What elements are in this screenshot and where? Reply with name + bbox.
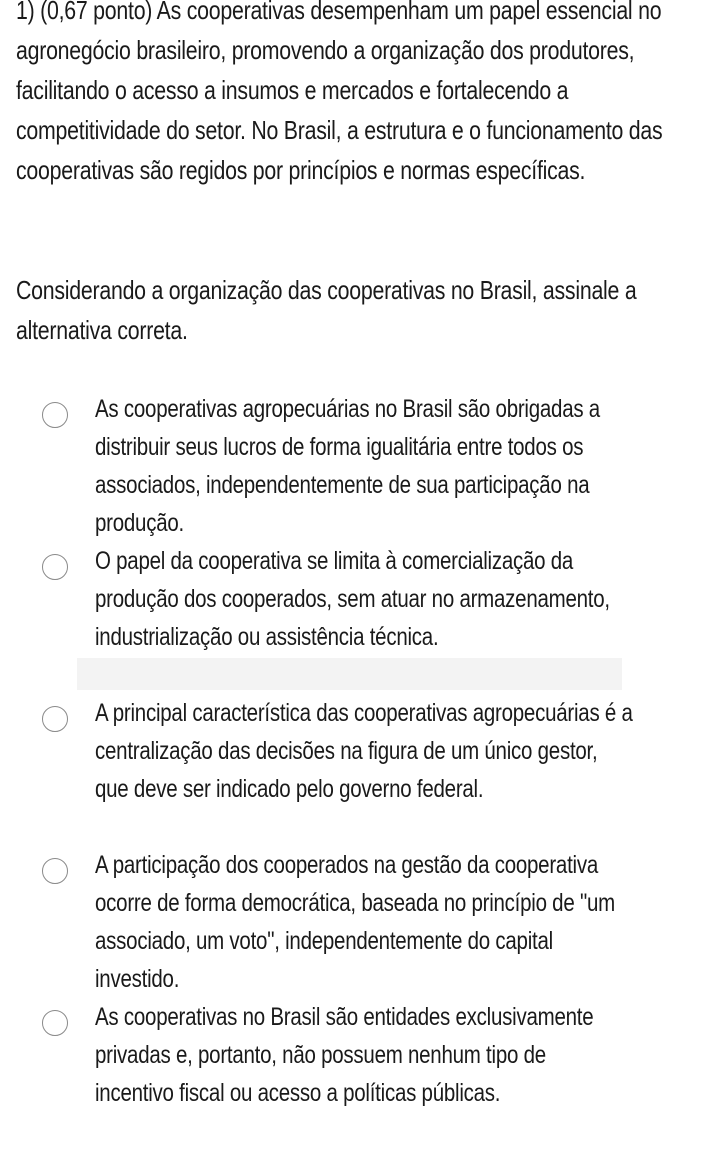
option-e-radio[interactable]: [42, 1010, 68, 1036]
option-b-label: O papel da cooperativa se limita à comercialização da produção dos cooperados, sem atuar no armazenamento, industrialização ou assistência técnica.: [95, 547, 610, 651]
option-d[interactable]: [40, 846, 630, 996]
option-b[interactable]: [40, 542, 630, 692]
question-prompt: Considerando a organização das cooperativas no Brasil, assinale a alternativa correta.: [16, 275, 637, 345]
option-c[interactable]: [40, 694, 633, 844]
option-a[interactable]: [40, 390, 630, 540]
option-a-radio[interactable]: [42, 402, 68, 428]
option-c-radio[interactable]: [42, 706, 68, 732]
question-stem: 1) (0,67 ponto) As cooperativas desempenham um papel essencial no agronegócio brasileiro, promovendo a organização dos produtores, facilitando o acesso a insumos e mercados e fortalecendo a competitividade do setor. No Brasil, a estrutura e o funcionamento das cooperativas são regidos por princípios e normas específicas.: [16, 0, 663, 185]
option-d-label: A participação dos cooperados na gestão da cooperativa ocorre de forma democrática, baseada no princípio de "um associado, um voto", independentemente do capital investido.: [95, 851, 615, 993]
option-b-radio[interactable]: [42, 554, 68, 580]
option-e[interactable]: [40, 998, 630, 1148]
option-e-label: As cooperativas no Brasil são entidades exclusivamente privadas e, portanto, não possuem nenhum tipo de incentivo fiscal ou acesso a políticas públicas.: [95, 1003, 594, 1107]
option-d-radio[interactable]: [42, 858, 68, 884]
option-a-label: As cooperativas agropecuárias no Brasil são obrigadas a distribuir seus lucros de forma igualitária entre todos os associados, independentemente de sua participação na produção.: [95, 395, 600, 537]
option-c-label: A principal característica das cooperativas agropecuárias é a centralização das decisões na figura de um único gestor, que deve ser indicado pelo governo federal.: [95, 699, 633, 803]
